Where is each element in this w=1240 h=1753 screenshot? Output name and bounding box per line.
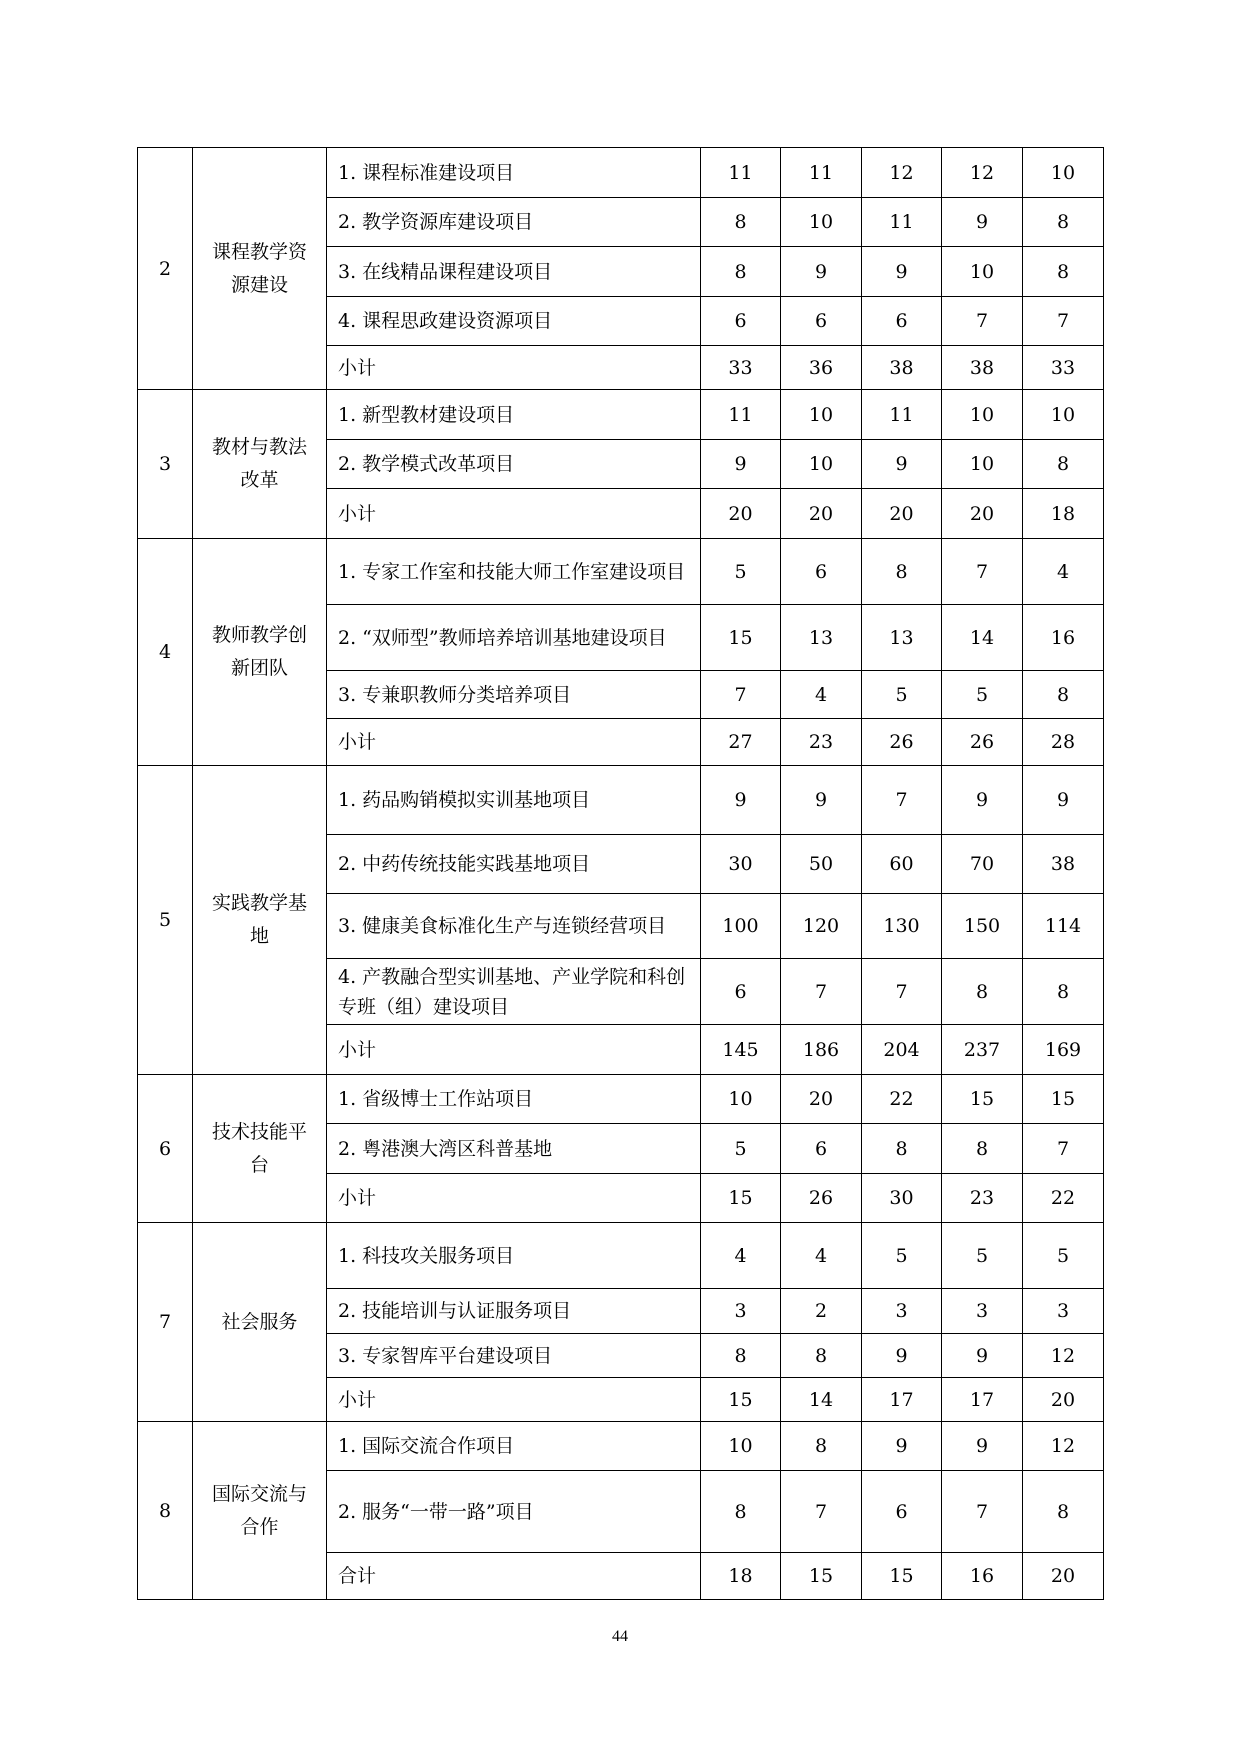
item-name: 1. 药品购销模拟实训基地项目 (327, 766, 701, 835)
value-cell: 9 (862, 1422, 942, 1471)
item-name: 2. 服务“一带一路”项目 (327, 1471, 701, 1553)
value-cell: 23 (781, 719, 862, 766)
group-number: 7 (138, 1223, 193, 1422)
value-cell: 33 (701, 346, 781, 390)
value-cell: 7 (942, 1471, 1023, 1553)
value-cell: 15 (701, 605, 781, 671)
value-cell: 5 (942, 1223, 1023, 1289)
group-category: 教师教学创新团队 (193, 539, 327, 766)
project-table (137, 147, 1104, 1600)
value-cell: 8 (942, 959, 1023, 1025)
value-cell: 7 (942, 297, 1023, 346)
value-cell: 8 (1023, 247, 1104, 297)
item-name: 2. 中药传统技能实践基地项目 (327, 835, 701, 894)
value-cell: 8 (781, 1334, 862, 1378)
item-name: 小计 (327, 346, 701, 390)
item-name: 3. 专家智库平台建设项目 (327, 1334, 701, 1378)
value-cell: 6 (781, 1124, 862, 1174)
value-cell: 8 (1023, 440, 1104, 489)
group-number: 4 (138, 539, 193, 766)
item-name: 2. 教学模式改革项目 (327, 440, 701, 489)
value-cell: 8 (862, 1124, 942, 1174)
value-cell: 8 (701, 1471, 781, 1553)
value-cell: 15 (701, 1174, 781, 1223)
group-category: 教材与教法改革 (193, 390, 327, 539)
value-cell: 9 (701, 766, 781, 835)
group-number: 5 (138, 766, 193, 1075)
value-cell: 9 (701, 440, 781, 489)
group-number: 3 (138, 390, 193, 539)
value-cell: 11 (781, 148, 862, 198)
value-cell: 6 (862, 297, 942, 346)
value-cell: 15 (942, 1075, 1023, 1124)
value-cell: 10 (942, 247, 1023, 297)
value-cell: 6 (701, 959, 781, 1025)
table-row (138, 1223, 1104, 1289)
value-cell: 145 (701, 1025, 781, 1075)
value-cell: 17 (862, 1378, 942, 1422)
value-cell: 8 (701, 198, 781, 247)
item-name: 小计 (327, 489, 701, 539)
item-name: 小计 (327, 1025, 701, 1075)
table-row (138, 1422, 1104, 1471)
value-cell: 9 (942, 1334, 1023, 1378)
value-cell: 10 (781, 390, 862, 440)
item-name: 1. 课程标准建设项目 (327, 148, 701, 198)
table-body (138, 148, 1104, 1600)
value-cell: 12 (1023, 1334, 1104, 1378)
item-name: 4. 课程思政建设资源项目 (327, 297, 701, 346)
value-cell: 20 (862, 489, 942, 539)
value-cell: 11 (701, 148, 781, 198)
item-name: 2. 教学资源库建设项目 (327, 198, 701, 247)
item-name: 2. 粤港澳大湾区科普基地 (327, 1124, 701, 1174)
value-cell: 3 (701, 1289, 781, 1334)
value-cell: 30 (701, 835, 781, 894)
item-name: 2. “双师型”教师培养培训基地建设项目 (327, 605, 701, 671)
value-cell: 17 (942, 1378, 1023, 1422)
value-cell: 150 (942, 894, 1023, 959)
value-cell: 4 (781, 671, 862, 719)
value-cell: 12 (862, 148, 942, 198)
value-cell: 186 (781, 1025, 862, 1075)
item-name: 3. 专兼职教师分类培养项目 (327, 671, 701, 719)
value-cell: 114 (1023, 894, 1104, 959)
group-category: 社会服务 (193, 1223, 327, 1422)
value-cell: 12 (1023, 1422, 1104, 1471)
value-cell: 7 (862, 766, 942, 835)
item-name: 小计 (327, 1174, 701, 1223)
value-cell: 16 (942, 1553, 1023, 1600)
value-cell: 10 (701, 1422, 781, 1471)
value-cell: 7 (701, 671, 781, 719)
value-cell: 38 (942, 346, 1023, 390)
value-cell: 15 (862, 1553, 942, 1600)
group-category: 实践教学基地 (193, 766, 327, 1075)
value-cell: 9 (781, 766, 862, 835)
value-cell: 7 (781, 959, 862, 1025)
value-cell: 9 (1023, 766, 1104, 835)
value-cell: 23 (942, 1174, 1023, 1223)
value-cell: 3 (1023, 1289, 1104, 1334)
group-category: 国际交流与合作 (193, 1422, 327, 1600)
value-cell: 7 (1023, 297, 1104, 346)
item-name: 1. 国际交流合作项目 (327, 1422, 701, 1471)
value-cell: 3 (862, 1289, 942, 1334)
value-cell: 9 (942, 766, 1023, 835)
value-cell: 8 (1023, 1471, 1104, 1553)
value-cell: 100 (701, 894, 781, 959)
table-row (138, 539, 1104, 605)
value-cell: 6 (781, 539, 862, 605)
value-cell: 6 (862, 1471, 942, 1553)
value-cell: 5 (942, 671, 1023, 719)
value-cell: 4 (781, 1223, 862, 1289)
value-cell: 15 (701, 1378, 781, 1422)
value-cell: 12 (942, 148, 1023, 198)
item-name: 1. 科技攻关服务项目 (327, 1223, 701, 1289)
value-cell: 8 (862, 539, 942, 605)
item-name: 1. 省级博士工作站项目 (327, 1075, 701, 1124)
value-cell: 3 (942, 1289, 1023, 1334)
group-number: 6 (138, 1075, 193, 1223)
value-cell: 26 (942, 719, 1023, 766)
value-cell: 9 (942, 198, 1023, 247)
value-cell: 20 (701, 489, 781, 539)
value-cell: 18 (701, 1553, 781, 1600)
value-cell: 8 (1023, 959, 1104, 1025)
value-cell: 7 (781, 1471, 862, 1553)
value-cell: 38 (1023, 835, 1104, 894)
value-cell: 130 (862, 894, 942, 959)
table-row (138, 148, 1104, 198)
item-name: 3. 健康美食标准化生产与连锁经营项目 (327, 894, 701, 959)
value-cell: 11 (862, 198, 942, 247)
page-number: 44 (612, 1628, 628, 1645)
value-cell: 14 (942, 605, 1023, 671)
value-cell: 30 (862, 1174, 942, 1223)
value-cell: 120 (781, 894, 862, 959)
value-cell: 10 (1023, 148, 1104, 198)
value-cell: 9 (942, 1422, 1023, 1471)
value-cell: 5 (701, 1124, 781, 1174)
value-cell: 6 (781, 297, 862, 346)
value-cell: 8 (701, 247, 781, 297)
value-cell: 10 (1023, 390, 1104, 440)
value-cell: 27 (701, 719, 781, 766)
table-row (138, 1075, 1104, 1124)
value-cell: 9 (781, 247, 862, 297)
item-name: 3. 在线精品课程建设项目 (327, 247, 701, 297)
value-cell: 13 (781, 605, 862, 671)
value-cell: 70 (942, 835, 1023, 894)
value-cell: 28 (1023, 719, 1104, 766)
item-name: 4. 产教融合型实训基地、产业学院和科创专班（组）建设项目 (327, 959, 701, 1025)
group-category: 技术技能平台 (193, 1075, 327, 1223)
value-cell: 8 (701, 1334, 781, 1378)
value-cell: 14 (781, 1378, 862, 1422)
value-cell: 4 (1023, 539, 1104, 605)
value-cell: 60 (862, 835, 942, 894)
value-cell: 18 (1023, 489, 1104, 539)
value-cell: 20 (781, 489, 862, 539)
value-cell: 10 (942, 390, 1023, 440)
value-cell: 8 (942, 1124, 1023, 1174)
value-cell: 38 (862, 346, 942, 390)
value-cell: 20 (781, 1075, 862, 1124)
value-cell: 2 (781, 1289, 862, 1334)
value-cell: 10 (781, 440, 862, 489)
value-cell: 8 (781, 1422, 862, 1471)
value-cell: 20 (942, 489, 1023, 539)
value-cell: 10 (781, 198, 862, 247)
value-cell: 20 (1023, 1378, 1104, 1422)
value-cell: 169 (1023, 1025, 1104, 1075)
value-cell: 6 (701, 297, 781, 346)
value-cell: 10 (942, 440, 1023, 489)
value-cell: 8 (1023, 198, 1104, 247)
item-name: 1. 专家工作室和技能大师工作室建设项目 (327, 539, 701, 605)
value-cell: 33 (1023, 346, 1104, 390)
value-cell: 22 (862, 1075, 942, 1124)
value-cell: 22 (1023, 1174, 1104, 1223)
item-name: 1. 新型教材建设项目 (327, 390, 701, 440)
table-row (138, 390, 1104, 440)
value-cell: 4 (701, 1223, 781, 1289)
value-cell: 16 (1023, 605, 1104, 671)
value-cell: 5 (1023, 1223, 1104, 1289)
value-cell: 7 (1023, 1124, 1104, 1174)
value-cell: 9 (862, 247, 942, 297)
value-cell: 237 (942, 1025, 1023, 1075)
value-cell: 36 (781, 346, 862, 390)
group-number: 8 (138, 1422, 193, 1600)
group-category: 课程教学资源建设 (193, 148, 327, 390)
value-cell: 7 (862, 959, 942, 1025)
value-cell: 9 (862, 440, 942, 489)
table-row (138, 766, 1104, 835)
value-cell: 13 (862, 605, 942, 671)
value-cell: 50 (781, 835, 862, 894)
value-cell: 8 (1023, 671, 1104, 719)
value-cell: 26 (781, 1174, 862, 1223)
value-cell: 7 (942, 539, 1023, 605)
value-cell: 11 (862, 390, 942, 440)
group-number: 2 (138, 148, 193, 390)
value-cell: 204 (862, 1025, 942, 1075)
value-cell: 10 (701, 1075, 781, 1124)
value-cell: 15 (1023, 1075, 1104, 1124)
item-name: 2. 技能培训与认证服务项目 (327, 1289, 701, 1334)
value-cell: 5 (862, 1223, 942, 1289)
item-name: 小计 (327, 719, 701, 766)
value-cell: 20 (1023, 1553, 1104, 1600)
value-cell: 15 (781, 1553, 862, 1600)
value-cell: 5 (701, 539, 781, 605)
value-cell: 26 (862, 719, 942, 766)
value-cell: 11 (701, 390, 781, 440)
item-name: 合计 (327, 1553, 701, 1600)
item-name: 小计 (327, 1378, 701, 1422)
value-cell: 5 (862, 671, 942, 719)
value-cell: 9 (862, 1334, 942, 1378)
